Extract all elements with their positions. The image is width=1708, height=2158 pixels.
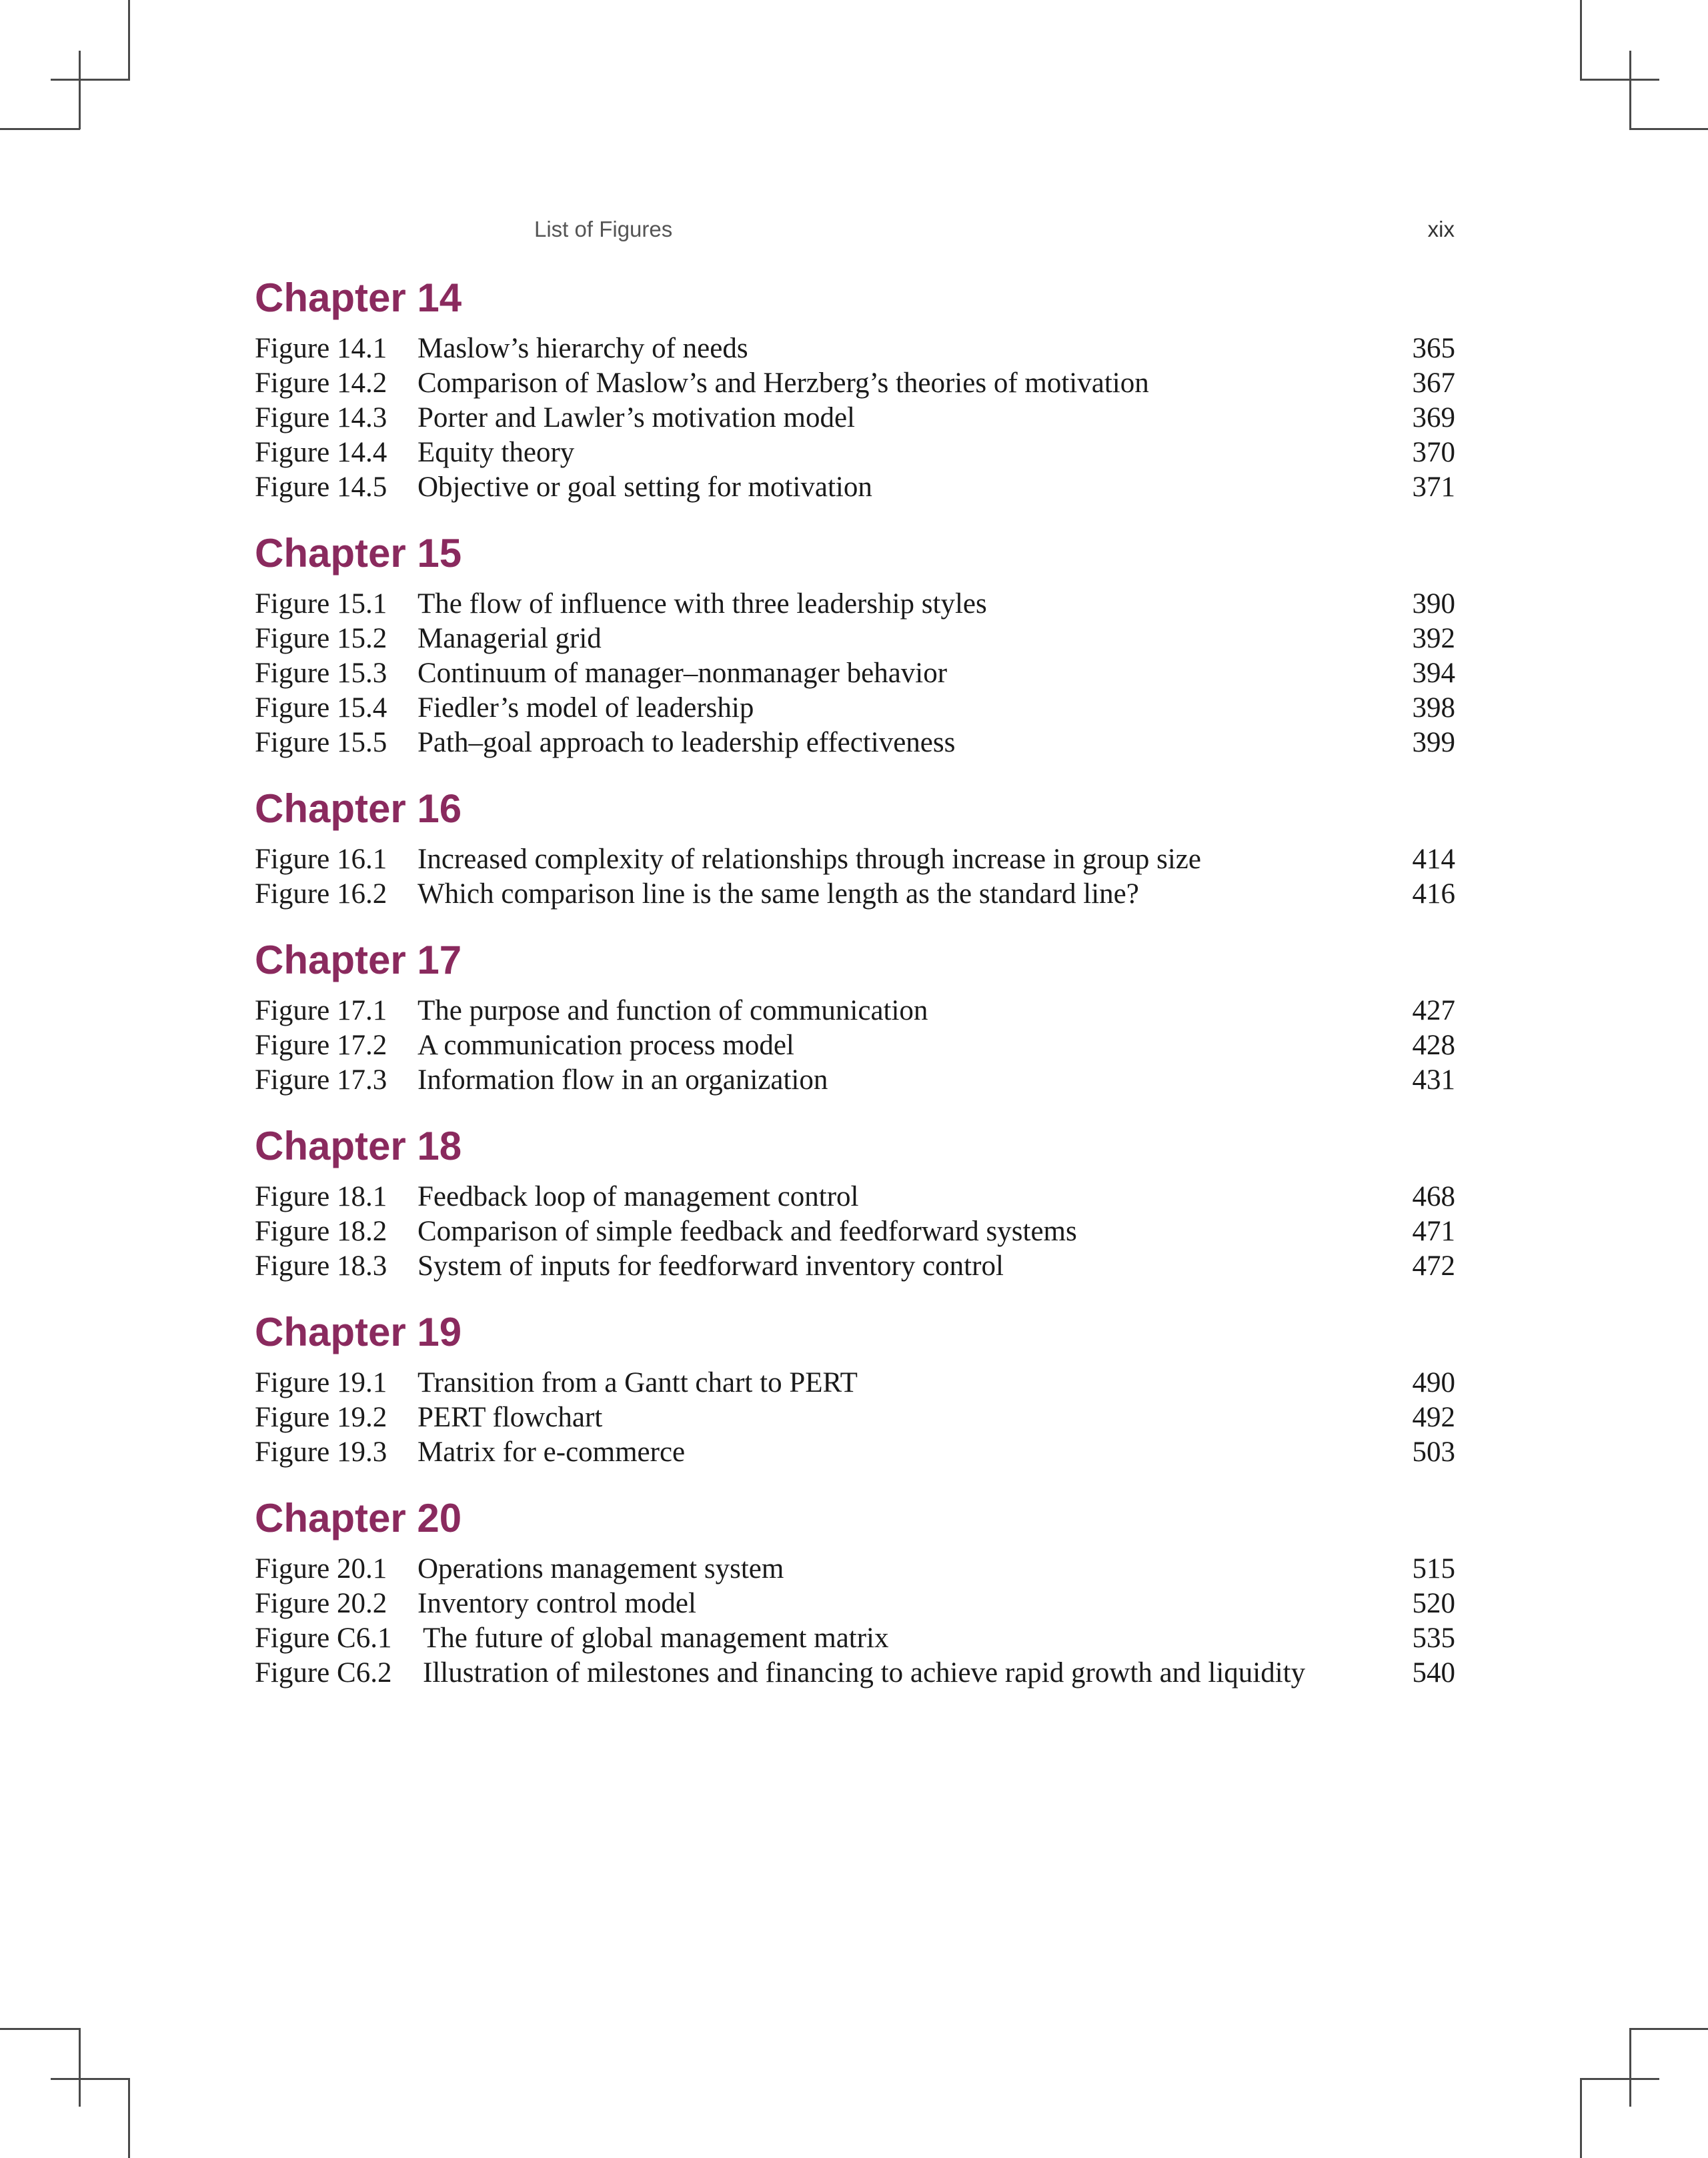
figure-label: Figure C6.1 [255, 1623, 392, 1654]
figure-label: Figure 14.3 [255, 402, 387, 433]
figure-caption: Information flow in an organization [417, 1064, 828, 1096]
crop-mark [0, 2028, 80, 2030]
figure-label: Figure 18.1 [255, 1181, 387, 1212]
figure-entries [255, 1180, 1455, 1284]
figure-entry [255, 691, 1455, 726]
chapter-heading: Chapter 18 [255, 1124, 462, 1168]
figure-caption: The future of global management matrix [423, 1623, 889, 1654]
chapter-heading: Chapter 14 [255, 275, 462, 320]
figure-page-number: 492 [1412, 1402, 1455, 1433]
figure-page-number: 365 [1412, 333, 1455, 364]
figure-label: Figure 20.1 [255, 1553, 387, 1584]
figure-entry [255, 656, 1455, 691]
chapter-section [255, 270, 1455, 505]
figure-caption: Objective or goal setting for motivation [417, 471, 872, 503]
figure-label: Figure 15.2 [255, 623, 387, 654]
figure-caption: Maslow’s hierarchy of needs [417, 333, 748, 364]
figure-entry [255, 1552, 1455, 1586]
running-head-page-number: xix [1427, 217, 1455, 241]
figure-label: Figure 19.2 [255, 1402, 387, 1433]
figure-entry [255, 1435, 1455, 1470]
figure-caption: Continuum of manager–nonmanager behavior [417, 658, 948, 689]
chapter-section [255, 1304, 1455, 1470]
figure-caption: Comparison of Maslow’s and Herzberg’s theories of motivation [417, 367, 1149, 399]
crop-mark [0, 128, 80, 130]
figure-page-number: 515 [1412, 1553, 1455, 1584]
chapter-section [255, 932, 1455, 1098]
figure-caption: A communication process model [417, 1030, 794, 1061]
figure-entry [255, 1656, 1455, 1691]
chapter-section [255, 1118, 1455, 1284]
figure-caption: Path–goal approach to leadership effectiveness [417, 727, 956, 758]
figure-entry [255, 1249, 1455, 1284]
crop-mark [51, 2078, 130, 2080]
figure-caption: System of inputs for feedforward inventory control [417, 1250, 1004, 1282]
figure-caption: Which comparison line is the same length as the standard line? [417, 878, 1139, 910]
crop-mark [1580, 2078, 1659, 2080]
figure-label: Figure 16.2 [255, 878, 387, 910]
figure-label: Figure 16.1 [255, 844, 387, 875]
crop-mark [1629, 2028, 1708, 2030]
figure-page-number: 471 [1412, 1216, 1455, 1247]
figure-label: Figure 14.5 [255, 471, 387, 503]
figure-entry [255, 331, 1455, 366]
figure-page-number: 416 [1412, 878, 1455, 910]
figure-caption: Fiedler’s model of leadership [417, 692, 754, 724]
figure-entry [255, 842, 1455, 877]
figure-caption: Inventory control model [417, 1588, 696, 1619]
figure-caption: Feedback loop of management control [417, 1181, 859, 1212]
figure-label: Figure 18.2 [255, 1216, 387, 1247]
figure-page-number: 371 [1412, 471, 1455, 503]
figure-page-number: 535 [1412, 1623, 1455, 1654]
crop-mark [1580, 0, 1582, 79]
figure-entries [255, 842, 1455, 912]
figure-caption: Transition from a Gantt chart to PERT [417, 1367, 858, 1398]
figure-page-number: 520 [1412, 1588, 1455, 1619]
figure-page-number: 399 [1412, 727, 1455, 758]
figure-entry [255, 435, 1455, 470]
figure-page-number: 540 [1412, 1657, 1455, 1689]
figure-entry [255, 1621, 1455, 1656]
figure-page-number: 390 [1412, 588, 1455, 620]
figure-label: Figure 15.4 [255, 692, 387, 724]
figure-caption: Increased complexity of relationships through increase in group size [417, 844, 1201, 875]
chapter-section [255, 1490, 1455, 1691]
figure-entry [255, 1214, 1455, 1249]
figure-label: Figure 17.2 [255, 1030, 387, 1061]
figure-entries [255, 994, 1455, 1098]
figure-label: Figure 15.1 [255, 588, 387, 620]
figure-page-number: 367 [1412, 367, 1455, 399]
figure-label: Figure 15.5 [255, 727, 387, 758]
figure-entry [255, 1180, 1455, 1214]
figure-page-number: 427 [1412, 995, 1455, 1026]
figure-entry [255, 1366, 1455, 1400]
figure-entry [255, 622, 1455, 656]
figure-entry [255, 587, 1455, 622]
figure-label: Figure 14.4 [255, 437, 387, 468]
chapter-heading: Chapter 15 [255, 531, 462, 576]
figure-page-number: 392 [1412, 623, 1455, 654]
figure-caption: The purpose and function of communication [417, 995, 928, 1026]
figure-label: Figure 20.2 [255, 1588, 387, 1619]
figure-caption: The flow of influence with three leadership styles [417, 588, 987, 620]
chapter-heading: Chapter 20 [255, 1496, 462, 1540]
chapter-section [255, 781, 1455, 912]
figure-label: Figure 18.3 [255, 1250, 387, 1282]
chapter-heading: Chapter 16 [255, 786, 462, 831]
figure-entry [255, 1400, 1455, 1435]
chapter-heading: Chapter 19 [255, 1310, 462, 1354]
figure-entry [255, 877, 1455, 912]
crop-mark [1629, 2028, 1631, 2107]
figure-caption: Matrix for e-commerce [417, 1436, 686, 1468]
chapter-heading: Chapter 17 [255, 938, 462, 982]
figure-page-number: 369 [1412, 402, 1455, 433]
figure-page-number: 370 [1412, 437, 1455, 468]
figure-label: Figure C6.2 [255, 1657, 392, 1689]
figure-page-number: 472 [1412, 1250, 1455, 1282]
figure-page-number: 394 [1412, 658, 1455, 689]
running-head-title: List of Figures [534, 217, 673, 241]
figure-entry [255, 1063, 1455, 1098]
list-of-figures [255, 270, 1455, 1711]
figure-label: Figure 17.1 [255, 995, 387, 1026]
figure-page-number: 490 [1412, 1367, 1455, 1398]
figure-caption: Comparison of simple feedback and feedforward systems [417, 1216, 1077, 1247]
figure-entries [255, 587, 1455, 760]
crop-mark [128, 0, 130, 79]
chapter-section [255, 525, 1455, 760]
figure-entry [255, 1028, 1455, 1063]
figure-caption: Illustration of milestones and financing to achieve rapid growth and liquidity [423, 1657, 1306, 1689]
crop-mark [1629, 51, 1631, 129]
figure-caption: PERT flowchart [417, 1402, 603, 1433]
figure-page-number: 431 [1412, 1064, 1455, 1096]
figure-page-number: 468 [1412, 1181, 1455, 1212]
figure-entry [255, 726, 1455, 760]
figure-caption: Porter and Lawler’s motivation model [417, 402, 856, 433]
crop-mark [128, 2078, 130, 2158]
figure-page-number: 414 [1412, 844, 1455, 875]
figure-caption: Equity theory [417, 437, 575, 468]
figure-page-number: 428 [1412, 1030, 1455, 1061]
figure-page-number: 503 [1412, 1436, 1455, 1468]
figure-entry [255, 994, 1455, 1028]
crop-mark [79, 51, 81, 129]
crop-mark [1629, 128, 1708, 130]
figure-label: Figure 14.2 [255, 367, 387, 399]
figure-caption: Managerial grid [417, 623, 602, 654]
figure-entry [255, 470, 1455, 505]
figure-label: Figure 14.1 [255, 333, 387, 364]
figure-caption: Operations management system [417, 1553, 784, 1584]
figure-page-number: 398 [1412, 692, 1455, 724]
figure-entry [255, 1586, 1455, 1621]
figure-entry [255, 366, 1455, 401]
figure-entry [255, 401, 1455, 435]
figure-entries [255, 1552, 1455, 1691]
figure-entries [255, 331, 1455, 505]
crop-mark [51, 79, 130, 81]
figure-label: Figure 19.1 [255, 1367, 387, 1398]
figure-label: Figure 17.3 [255, 1064, 387, 1096]
figure-entries [255, 1366, 1455, 1470]
crop-mark [1580, 2078, 1582, 2158]
crop-mark [79, 2028, 81, 2107]
figure-label: Figure 15.3 [255, 658, 387, 689]
crop-mark [1580, 79, 1659, 81]
figure-label: Figure 19.3 [255, 1436, 387, 1468]
